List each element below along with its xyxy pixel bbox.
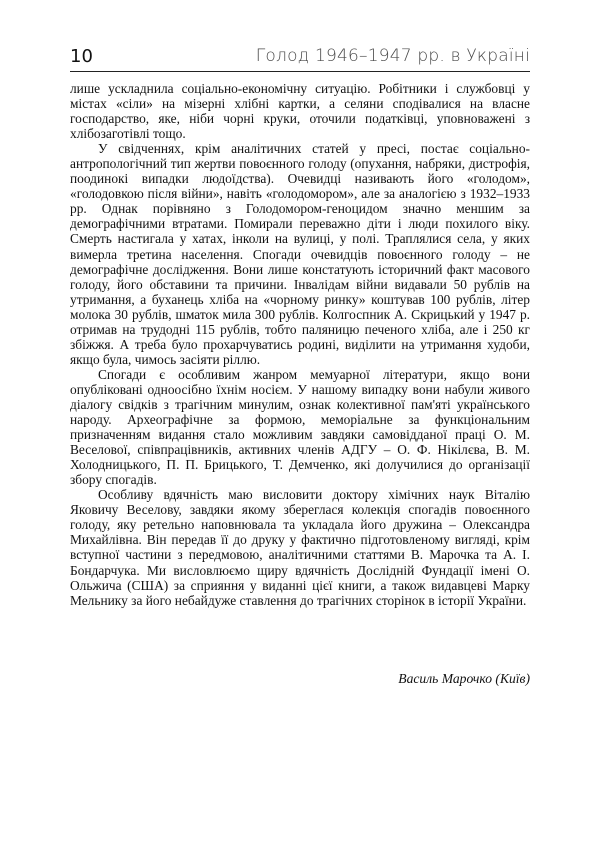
body-text [70, 81, 530, 608]
paragraph-continuation: лише ускладнила соціально-економічну ситуацію. Робітники і службовці у містах «сіли» на мізерні хлібні картки, а селяни сподівалися на власне господарство, яке, ніби чорні круки, оточили податківці, уповноважені з хлібозаготівлі тощо. [70, 81, 530, 142]
page-number: 10 [70, 46, 93, 67]
running-title: Голод 1946–1947 рр. в Україні [255, 46, 530, 66]
author-signature: Василь Марочко (Київ) [398, 671, 530, 686]
header-rule [70, 71, 530, 72]
paragraph-acknowledgements: Особливу вдячність маю висловити доктору хімічних наук Віталію Яковичу Веселову, завдяки якому збереглася колекція спогадів повоєнного голоду, яку ретельно наповнювала та укладала його дружина – Олександра Михайлівна. Він передав її до друку у фактично підготовленому вигляді, крім вступної частини з передмовою, аналітичними статтями В. Марочка та А. І. Бондарчука. Ми висловлюємо щиру вдячність Дослідній Фундації імені О. Ольжича (США) за сприяння у виданні цієї книги, а також видавцеві Марку Мельнику за його небайдуже ставлення до трагічних сторінок в історії України. [70, 487, 530, 608]
paragraph-testimonies: У свідченнях, крім аналітичних статей у пресі, постає соціально-антропологічний тип жертви повоєнного голоду (опухання, набряки, дистрофія, поодинокі випадки людоїдства). Очевидці називають його «голодом», «голодовкою після війни», навіть «голодомором», але за аналогією з 1932–1933 рр. Однак порівняно з Голодомором-геноцидом значно меншим за демографічними втратами. Помирали переважно діти і люди похилого віку. Смерть настигала у хатах, інколи на вулиці, у полі. Траплялися села, у яких вимерла третина населення. Спогади очевидців повоєнного голоду – не демографічне дослідження. Вони лише констатують історичний факт масового голоду, його обставини та причини. Інвалідам війни видавали 50 рублів на утримання, а буханець хліба на «чорному ринку» коштував 100 рублів, літер молока 30 рублів, шматок мила 300 рублів. Колгоспник А. Скрицький у 1947 р. отримав на трудодні 115 рублів, тобто паляницю печеного хліба, але і 250 кг збіжжя. А треба було прохарчуватись родині, виділити на утримання худоби, якщо була, чимось засіяти ріллю. [70, 141, 530, 367]
paragraph-memoir-genre: Спогади є особливим жанром мемуарної літератури, якщо вони опубліковані одноосібно їхнім носієм. У нашому випадку вони набули живого діалогу свідків з трагічним минулим, ознак колективної пам'яті українського народу. Археографічне за формою, меморіальне за функціональним призначенням видання стало можливим завдяки самовідданої праці О. М. Веселової, співпрацівників, активних членів АДГУ – О. Ф. Нікілєва, В. М. Холодницького, П. П. Брицького, Т. Демченко, які долучилися до організації збору спогадів. [70, 366, 530, 488]
page-header [70, 42, 530, 70]
